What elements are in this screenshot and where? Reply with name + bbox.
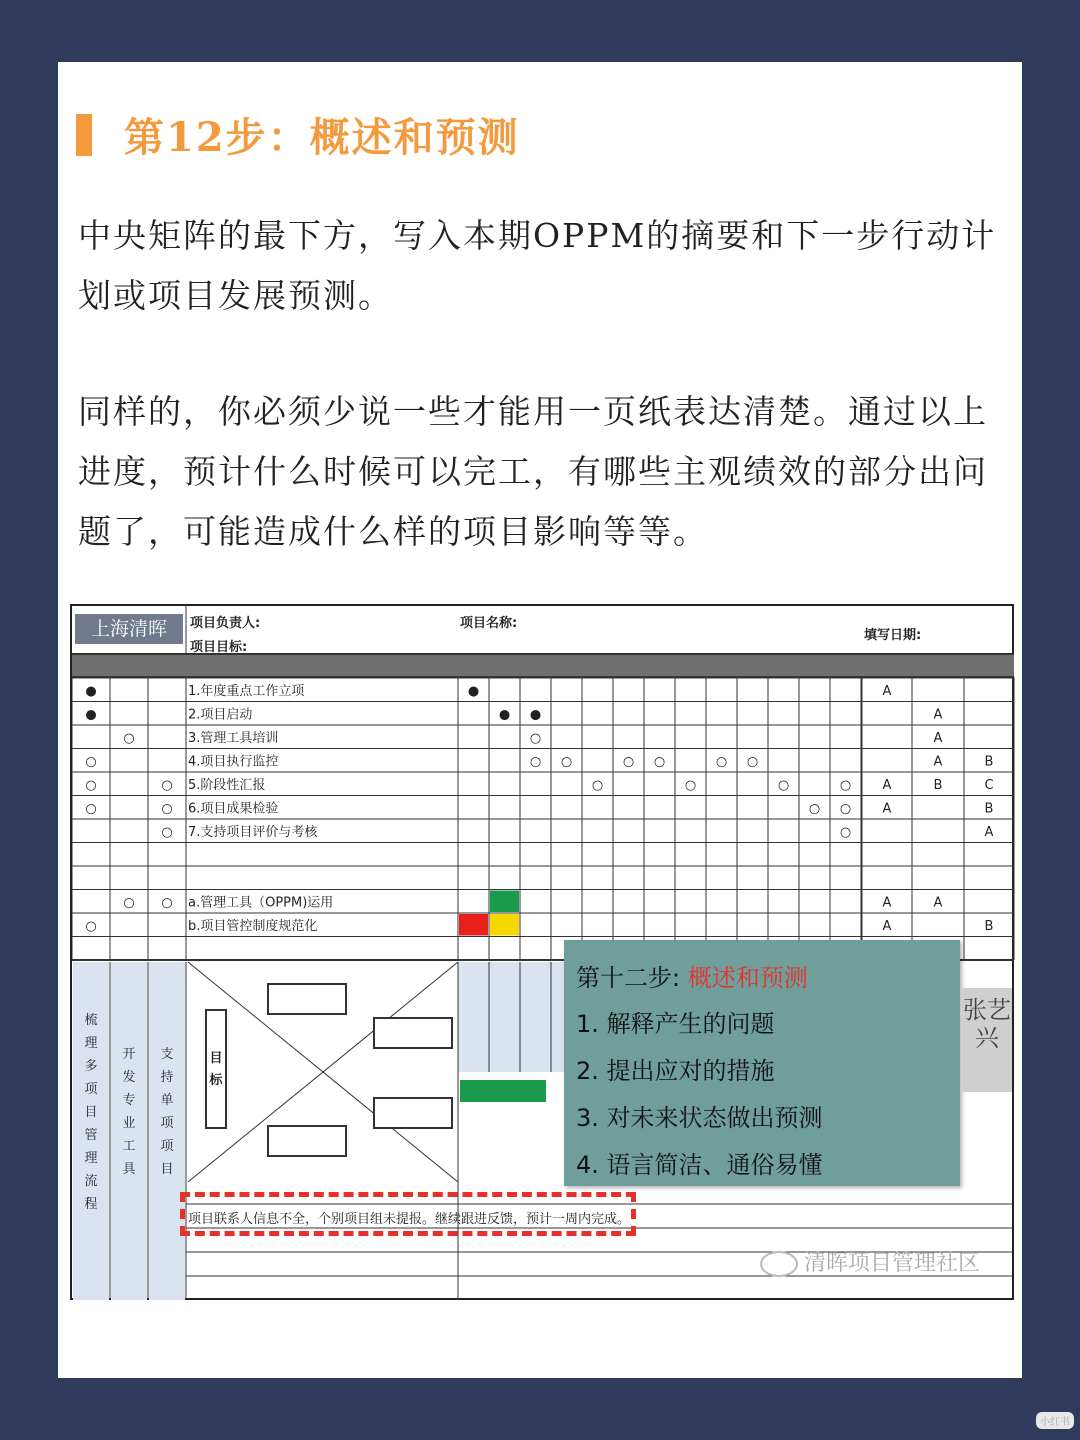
timeline-mark: ● bbox=[467, 684, 480, 699]
side-label-char: 业 bbox=[122, 1116, 136, 1131]
owner-priority: B bbox=[984, 754, 994, 770]
callout-title-highlight: 概述和预测 bbox=[687, 964, 808, 992]
goal-mark: ○ bbox=[85, 919, 97, 934]
status-cell-yellow bbox=[490, 914, 519, 936]
callout-item-2: 2. 提出应对的措施 bbox=[576, 1057, 775, 1085]
timeline-mark: ○ bbox=[560, 754, 573, 770]
side-label-char: 项 bbox=[160, 1116, 174, 1131]
wechat-icon bbox=[760, 1251, 798, 1277]
x-goal-char: 标 bbox=[209, 1073, 223, 1088]
side-label-char: 单 bbox=[160, 1093, 174, 1108]
paragraph-2: 同样的，你必须少说一些才能用一页纸表达清楚。通过以上进度，预计什么时候可以完工，有哪些主观绩效的部分出问题了，可能造成什么样的项目影响等等。 bbox=[78, 392, 988, 551]
side-column bbox=[111, 962, 147, 1300]
task-label: 4.项目执行监控 bbox=[188, 754, 279, 770]
side-label-char: 程 bbox=[84, 1197, 98, 1212]
timeline-mark: ○ bbox=[839, 825, 852, 840]
timeline-mark: ● bbox=[529, 707, 542, 723]
owner-name: 张艺兴 bbox=[962, 988, 1012, 1092]
goal-mark: ○ bbox=[161, 801, 173, 817]
timeline-mark: ○ bbox=[839, 801, 852, 817]
task-label: 7.支持项目评价与考核 bbox=[188, 825, 318, 840]
callout-item-1: 1. 解释产生的问题 bbox=[576, 1010, 775, 1038]
watermark bbox=[760, 1246, 980, 1277]
timeline-mark: ○ bbox=[777, 778, 790, 793]
x-main-tasks-box bbox=[268, 984, 346, 1014]
timeline-mark: ○ bbox=[529, 754, 542, 770]
side-label-char: 项 bbox=[160, 1139, 174, 1154]
side-label-char: 目 bbox=[84, 1105, 98, 1120]
owner-priority: A bbox=[933, 895, 943, 911]
side-column bbox=[149, 962, 185, 1300]
timeline-mark: ○ bbox=[684, 778, 697, 793]
timeline-mark: ○ bbox=[839, 778, 852, 793]
timeline-mark: ○ bbox=[653, 754, 666, 770]
project-name-label: 项目名称: bbox=[460, 616, 518, 631]
column-header-bar bbox=[72, 655, 1014, 677]
owner-priority: A bbox=[933, 707, 943, 723]
side-label-char: 具 bbox=[122, 1162, 136, 1177]
task-label: 1.年度重点工作立项 bbox=[188, 684, 305, 699]
side-label-char: 管 bbox=[84, 1128, 98, 1143]
callout-item-4: 4. 语言简洁、通俗易懂 bbox=[576, 1151, 823, 1179]
status-cell-red bbox=[459, 914, 488, 936]
x-goal-box bbox=[206, 1010, 226, 1128]
goal-mark: ○ bbox=[161, 895, 173, 911]
timeline-mark: ○ bbox=[746, 754, 759, 770]
callout-title-prefix: 第十二步: bbox=[576, 964, 688, 992]
side-label-char: 理 bbox=[84, 1036, 98, 1051]
owner-priority: A bbox=[882, 895, 892, 911]
owner-priority: A bbox=[882, 684, 892, 699]
corner-badge: 小红书 bbox=[1036, 1412, 1074, 1429]
status-cell-green bbox=[490, 891, 519, 913]
callout-item-3: 3. 对未来状态做出预测 bbox=[576, 1104, 823, 1132]
side-label-char: 支 bbox=[160, 1047, 174, 1062]
owner-priority: A bbox=[882, 801, 892, 817]
x-goal-char: 目 bbox=[209, 1051, 223, 1066]
task-label: 3.管理工具培训 bbox=[188, 731, 279, 746]
owner-priority: B bbox=[984, 801, 994, 817]
timeline-mark: ○ bbox=[622, 754, 635, 770]
timeline-mark: ● bbox=[498, 707, 511, 723]
x-summary-box bbox=[268, 1126, 346, 1156]
side-label-char: 专 bbox=[122, 1093, 136, 1108]
side-label-char: 持 bbox=[160, 1070, 174, 1085]
goal-mark: ○ bbox=[85, 754, 97, 770]
subjective-label: a.管理工具（OPPM)运用 bbox=[188, 895, 334, 911]
side-label-char: 梳 bbox=[84, 1013, 98, 1028]
timeline-mark: ○ bbox=[529, 731, 542, 746]
brand-label: 上海清晖 bbox=[75, 614, 183, 644]
side-label-char: 流 bbox=[84, 1174, 98, 1189]
side-label-char: 开 bbox=[122, 1047, 136, 1062]
subjective-label: b.项目管控制度规范化 bbox=[188, 919, 318, 934]
summary-text: 项目联系人信息不全，个别项目组未提报。继续跟进反馈，预计一周内完成。 bbox=[188, 1212, 631, 1227]
task-label: 5.阶段性汇报 bbox=[188, 778, 266, 793]
owner-priority: A bbox=[933, 731, 943, 746]
page-title: 第12步：概述和预测 bbox=[124, 114, 520, 161]
goal-mark: ● bbox=[85, 707, 97, 723]
x-target-date-box bbox=[374, 1018, 452, 1048]
side-label-char: 目 bbox=[160, 1162, 174, 1177]
goal-mark: ○ bbox=[85, 801, 97, 817]
side-label-char: 理 bbox=[84, 1151, 98, 1166]
goal-mark: ● bbox=[85, 684, 97, 699]
leader-label: 项目负责人: bbox=[190, 616, 261, 631]
cost-bar-green bbox=[460, 1080, 546, 1102]
goal-label: 项目目标: bbox=[190, 640, 248, 655]
owner-priority: A bbox=[882, 778, 892, 793]
paragraph-1: 中央矩阵的最下方，写入本期OPPM的摘要和下一步行动计划或项目发展预测。 bbox=[78, 216, 997, 315]
title-accent-bar bbox=[76, 114, 92, 156]
owner-priority: A bbox=[882, 919, 892, 934]
x-cost-box bbox=[374, 1098, 452, 1128]
watermark-text: 清晖项目管理社区 bbox=[804, 1251, 981, 1276]
task-label: 6.项目成果检验 bbox=[188, 801, 279, 817]
timeline-mark: ○ bbox=[715, 754, 728, 770]
owner-priority: B bbox=[933, 778, 943, 793]
goal-mark: ○ bbox=[123, 731, 135, 746]
goal-mark: ○ bbox=[123, 895, 135, 911]
goal-mark: ○ bbox=[85, 778, 97, 793]
goal-mark: ○ bbox=[161, 825, 173, 840]
step-callout bbox=[564, 940, 960, 1186]
owner-priority: C bbox=[984, 778, 994, 793]
timeline-mark: ○ bbox=[808, 801, 821, 817]
side-label-char: 多 bbox=[84, 1059, 98, 1074]
goal-mark: ○ bbox=[161, 778, 173, 793]
side-label-char: 发 bbox=[122, 1070, 136, 1085]
side-label-char: 项 bbox=[84, 1082, 98, 1097]
timeline-mark: ○ bbox=[591, 778, 604, 793]
fill-date-label: 填写日期: bbox=[864, 628, 922, 643]
owner-priority: A bbox=[933, 754, 943, 770]
owner-priority: A bbox=[984, 825, 994, 840]
callout-title bbox=[576, 958, 808, 993]
task-label: 2.项目启动 bbox=[188, 707, 253, 723]
side-label-char: 工 bbox=[122, 1139, 136, 1154]
owner-priority: B bbox=[984, 919, 994, 934]
